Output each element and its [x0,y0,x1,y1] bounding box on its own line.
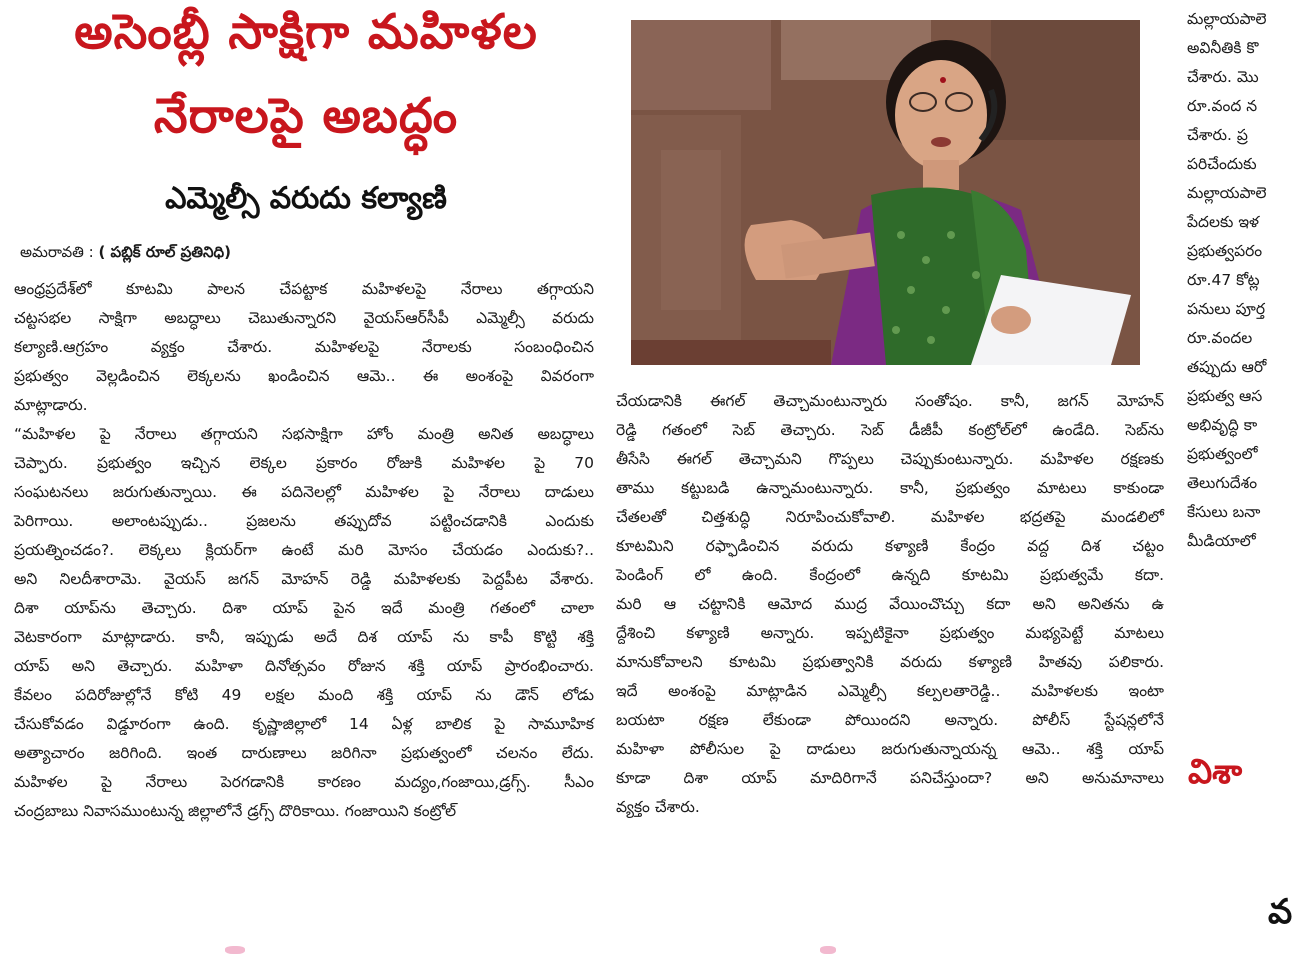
text-line: “మహిళల పై నేరాలు తగ్గాయని సభసాక్షిగా హోం మంత్రి అనిత అబద్ధాలు [14,425,594,443]
headline-line-1: అసెంబ్లీ సాక్షిగా మహిళల [74,4,538,60]
text-line: యాప్ అని తెచ్చారు. మహిళా దినోత్సవం రోజున శక్తి యాప్ ప్రారంభించారు. [14,657,594,675]
text-line: మరి ఆ చట్టానికి ఆమోద ముద్ర వేయించొచ్చు కదా అని అనితను ఉ [616,595,1164,613]
text-line: అని నిలదీశారామె. వైయస్ జగన్ మోహన్ రెడ్డి మహిళలకు పెద్దపీట వేశారు. [14,570,594,588]
text-line: రెడ్డి గతంలో సెబ్ తెచ్చారు. సెబ్ డీజీపీ కంట్రోల్‌లో ఉండేది. సెబ్‌ను [616,421,1164,439]
text-line: ప్రభుత్వంలో [1187,445,1258,463]
text-line: కేవలం పదిరోజుల్లోనే కోటి 49 లక్షల మంది శక్తి యాప్ ను డౌన్ లోడు [14,686,594,704]
text-line: పరిచేందుకు [1187,155,1257,173]
text-line: పేదలకు ఇళ [1187,213,1260,231]
text-line: వెటకారంగా మాట్లాడారు. కానీ, ఇప్పుడు అదే దిశ యాప్ ను కాపీ కొట్టి శక్తి [14,628,594,646]
text-line: సంఘటనలు జరుగుతున్నాయి. ఈ పదినెలల్లో మహిళల పై నేరాలు దాడులు [14,483,594,501]
text-line: చేతలతో చిత్తశుద్ధి నిరూపించుకోవాలి. మహిళల భద్రతపై మండలిలో [616,508,1164,526]
text-line: ప్రభుత్వం వెల్లడించిన లెక్కలను ఖండించిన ఆమె.. ఈ అంశంపై వివరంగా [14,367,594,385]
text-line: చేశారు. మొ [1187,68,1259,86]
byline: ఎమ్మెల్సీ వరుదు కల్యాణి [165,181,447,216]
text-line: ప్రయత్నించడం?. లెక్కలు క్లియర్‌గా ఉంటే మరి మోసం చేయడం ఎందుకు?.. [14,541,594,559]
text-line: రూ.వందల [1187,329,1253,347]
text-line: అత్యాచారం జరిగింది. ఇంత దారుణాలు జరిగినా ప్రభుత్వంలో చలనం లేదు. [14,744,594,762]
text-line: చేయడానికి ఈగల్ తెచ్చామంటున్నారు సంతోషం. కానీ, జగన్ మోహన్ [616,392,1164,410]
text-line: బయటా రక్షణ లేకుండా పోయిందని అన్నారు. పోలీస్ స్టేషన్లలోనే [616,711,1164,729]
text-line: తాము కట్టుబడి ఉన్నామంటున్నారు. కానీ, ప్రభుత్వం మాటలు కాకుండా [616,479,1164,497]
section-heading-clipped: విశా [1188,752,1243,792]
text-line: చేసుకోవడం విడ్డూరంగా ఉంది. కృష్ణాజిల్లాలో 14 ఏళ్ల బాలిక పై సామూహిక [14,715,594,733]
text-line: మానుకోవాలని కూటమి ప్రభుత్వానికి వరుదు కళ్యాణి హితవు పలికారు. [616,653,1164,671]
text-line: రూ.47 కోట్ల [1187,271,1260,289]
article-column-2 [616,387,1164,822]
text-line: మాట్లాడారు. [14,396,88,414]
decorative-pink-mark [225,946,245,954]
text-line: కల్యాణి.ఆగ్రహం వ్యక్తం చేశారు. మహిళలపై నేరాలకు సంబంధించిన [14,338,594,356]
text-line: తీసేసి ఈగల్ తెచ్చామని గొప్పలు చెప్పుకుంటున్నారు. మహిళల రక్షణకు [616,450,1164,468]
headline-line-2: నేరాలపై అబద్ధం [153,88,459,144]
dateline [20,243,231,265]
text-line: పనులు పూర్త [1187,300,1266,318]
text-line: మల్లాయపాలె [1187,184,1267,202]
text-line: అవినీతికి కొ [1187,39,1259,57]
text-line: పెరిగాయి. అలాంటప్పుడు.. ప్రజలను తప్పుదోవ పట్టించడానికి ఎందుకు [14,512,594,530]
text-line: మహిళా పోలీసుల పై దాడులు జరుగుతున్నాయన్న ఆమె.. శక్తి యాప్ [616,740,1164,758]
text-line: ప్రభుత్వ ఆస [1187,387,1263,405]
text-line: తెలుగుదేశం [1187,474,1258,492]
text-line: చేశారు. ప్ర [1187,126,1248,144]
text-line: కూడా దిశా యాప్ మాదిరిగానే పనిచేస్తుందా? అని అనుమానాలు [616,769,1164,787]
text-line: చెప్పారు. ప్రభుత్వం ఇచ్చిన లెక్కల ప్రకారం రోజుకి మహిళల పై 70 [14,454,594,472]
text-line: పెండింగ్ లో ఉంది. కేంద్రంలో ఉన్నది కూటమి ప్రభుత్వమే కదా. [616,566,1164,584]
dateline-place: అమరావతి : [20,243,94,261]
text-line: ద్దేశించి కళ్యాణి అన్నారు. ఇప్పటికైనా ప్రభుత్వం మభ్యపెట్టే మాటలు [616,624,1164,642]
text-line: రూ.వంద న [1187,97,1258,115]
text-line: చంద్రబాబు నివాసముంటున్న జిల్లాలోనే డ్రగ్స్ దొరికాయి. గంజాయిని కంట్రోల్ [14,802,457,820]
assembly-photo [631,20,1140,365]
decorative-pink-mark [820,946,836,954]
text-line: తప్పుదు ఆరో [1187,358,1267,376]
text-line: అభివృద్ధి కా [1187,416,1258,434]
text-line: చట్టసభల సాక్షిగా అబద్ధాలు చెబుతున్నారని వైయస్‌ఆర్‌సీపీ ఎమ్మెల్సీ వరుదు [14,309,594,327]
article-column-3-clipped [1187,5,1283,556]
article-column-1 [14,275,594,826]
text-line: కేసులు బనా [1187,503,1261,521]
text-line: వ్యక్తం చేశారు. [616,798,700,816]
text-line: దిశా యాప్‌ను తెచ్చారు. దిశా యాప్ పైన ఇదే మంత్రి గతంలో చాలా [14,599,594,617]
text-line: మీడియాలో [1187,532,1256,550]
text-line: ఇదే అంశంపై మాట్లాడిన ఎమ్మెల్సీ కల్పలతారెడ్డి.. మహిళలకు ఇంటా [616,682,1164,700]
text-line: ప్రభుత్వపరం [1187,242,1263,260]
dateline-source: ( పబ్లిక్ రూల్ ప్రతినిధి) [98,243,231,261]
corner-glyph-clipped: వ [1268,892,1292,932]
speaker-photo-illustration [631,20,1140,365]
text-line: ఆంధ్రప్రదేశ్‌లో కూటమి పాలన చేపట్టాక మహిళలపై నేరాలు తగ్గాయని [14,280,594,298]
text-line: మహిళల పై నేరాలు పెరగడానికి కారణం మద్యం,గంజాయి,డ్రగ్స్. సీఎం [14,773,594,791]
text-line: మల్లాయపాలె [1187,10,1267,28]
text-line: కూటమిని రఫ్ఫాడించిన వరుదు కళ్యాణి కేంద్రం వద్ద దిశ చట్టం [616,537,1164,555]
